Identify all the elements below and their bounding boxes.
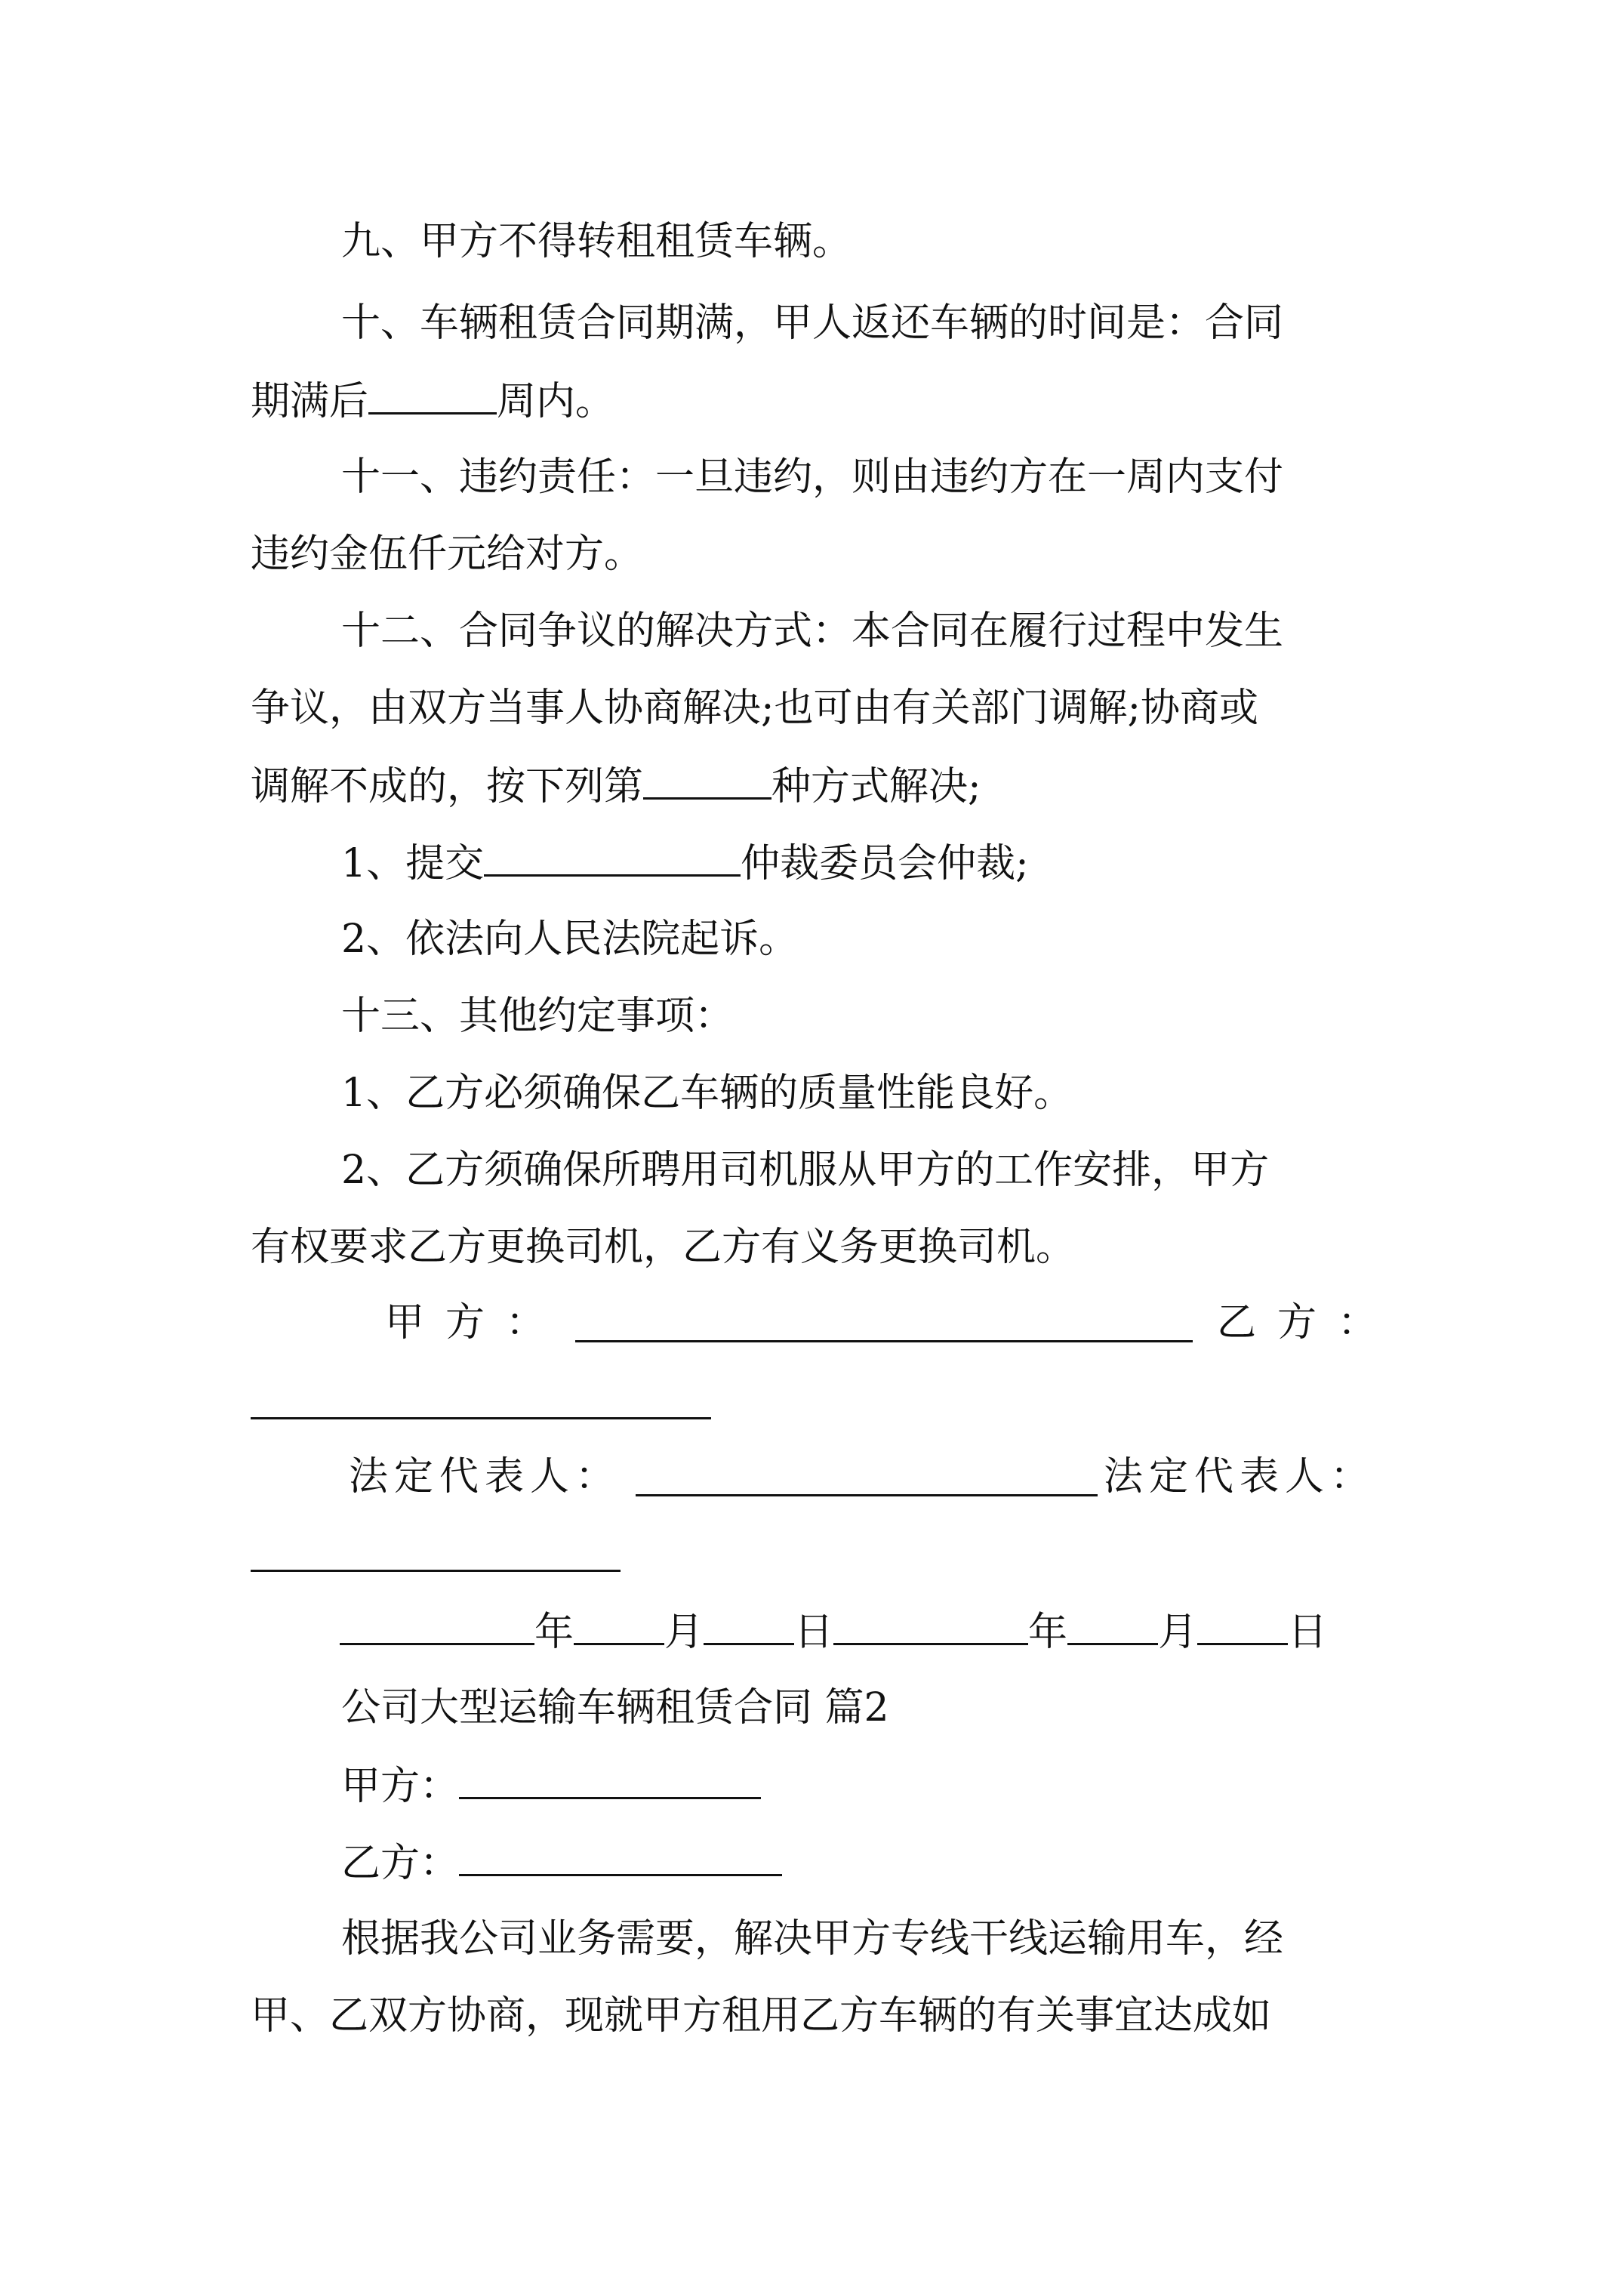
party-b-label: 乙方：	[1217, 1300, 1399, 1345]
clause-10-line-2: 期满后 周内。	[251, 379, 615, 424]
date-line: 年 月 日 年 月 日	[340, 1608, 1327, 1655]
blank-party-a	[459, 1762, 761, 1799]
blank-arbitration	[484, 840, 741, 877]
option-2: 2、依法向人民法院起诉。	[341, 917, 799, 962]
clause-12-line-2: 争议，由双方当事人协商解决;也可由有关部门调解;协商或	[251, 686, 1259, 731]
clause-13: 十三、其他约定事项：	[341, 994, 735, 1039]
blank-weeks	[368, 378, 497, 415]
blank-year-b	[833, 1608, 1028, 1645]
section-2-party-a: 甲方：	[341, 1762, 761, 1809]
rep-b-signature-line	[251, 1570, 621, 1572]
blank-month-a	[574, 1608, 664, 1645]
blank-day-b	[1197, 1608, 1288, 1645]
party-b-signature-line	[251, 1417, 711, 1419]
clause-9: 九、甲方不得转租租赁车辆。	[341, 219, 852, 264]
clause-12-line-1: 十二、合同争议的解决方式：本合同在履行过程中发生	[341, 609, 1284, 654]
rep-a-signature-line	[636, 1494, 1098, 1496]
rep-a-label: 法定代表人：	[349, 1454, 621, 1499]
blank-year-a	[340, 1608, 534, 1645]
clause-11-line-2: 违约金伍仟元给对方。	[251, 532, 644, 577]
section-2-title: 公司大型运输车辆租赁合同 篇2	[341, 1685, 889, 1730]
rep-b-label: 法定代表人：	[1104, 1454, 1376, 1499]
blank-day-a	[704, 1608, 794, 1645]
clause-13-item-1: 1、乙方必须确保乙车辆的质量性能良好。	[341, 1071, 1073, 1116]
section-2-intro-line-2: 甲、乙双方协商，现就甲方租用乙方车辆的有关事宜达成如	[251, 1993, 1272, 2039]
section-2-intro-line-1: 根据我公司业务需要，解决甲方专线干线运输用车，经	[341, 1916, 1284, 1962]
clause-13-item-2-line-2: 有权要求乙方更换司机，乙方有义务更换司机。	[251, 1225, 1076, 1270]
party-a-signature-line	[575, 1340, 1193, 1342]
section-2-party-b: 乙方：	[341, 1839, 782, 1886]
blank-month-b	[1067, 1608, 1158, 1645]
clause-10-line-1: 十、车辆租赁合同期满，甲人返还车辆的时间是：合同	[341, 300, 1284, 346]
clause-12-line-3: 调解不成的，按下列第 种方式解决;	[251, 764, 981, 809]
option-1: 1、提交 仲裁委员会仲裁;	[341, 841, 1029, 886]
blank-party-b	[459, 1839, 782, 1876]
party-a-label: 甲方：	[385, 1300, 567, 1345]
clause-11-line-1: 十一、违约责任：一旦违约，则由违约方在一周内支付	[341, 455, 1284, 500]
clause-13-item-2-line-1: 2、乙方须确保所聘用司机服从甲方的工作安排，甲方	[341, 1148, 1270, 1193]
blank-method	[643, 763, 771, 800]
